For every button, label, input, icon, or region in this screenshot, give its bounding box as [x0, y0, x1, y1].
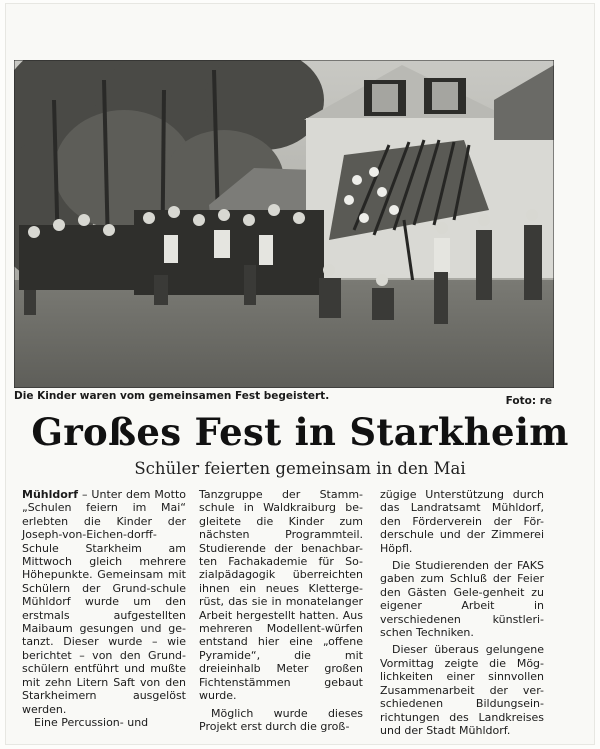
article-paragraph: Dieser überaus gelungene Vormittag zeigte die Mög-lichkeiten einer sinnvollen Zusammenarbeit der ver-schiedenen Bildungsein-richtungen des Landkreises und der Stadt Mühldorf. — [380, 643, 544, 737]
article-headline: Großes Fest in Starkheim — [31, 410, 569, 454]
article-paragraph: Die Studierenden der FAKS gaben zum Schluß der Feier den Gästen Gele-genheit zu eigener Arbeit in verschiedenen künstleri-schen Techniken. — [380, 559, 544, 640]
photo-credit: Foto: re — [505, 395, 552, 407]
article-text: – Unter dem Motto „Schulen feiern im Mai“ erlebten die Kinder der Joseph-von-Eichen-dorff-Schule Starkheim am Mittwoch gleich mehrere Höhepunkte. Gemeinsam mit Schülern der Grund-schule Mühldorf wurde um den erstmals aufgestellten Maibaum gesungen und ge-tanzt. Dieser wurde – wie berichtet – von den Grund-schülern entführt und mußte mit zehn Litern Saft von den Starkheimern ausgelöst werden. — [22, 488, 186, 716]
article-photo — [14, 60, 554, 388]
article-paragraph: Eine Percussion- und — [34, 715, 149, 729]
photo-caption-bar — [14, 389, 554, 405]
article-paragraph: Möglich wurde dieses Projekt erst durch die groß- — [199, 706, 363, 733]
article-subheadline: Schüler feierten gemeinsam in den Mai — [134, 459, 466, 478]
article-paragraph — [22, 488, 186, 716]
article-dateline: Mühldorf — [22, 488, 79, 501]
article-column-1 — [22, 488, 186, 729]
article-column-3 — [380, 488, 544, 737]
article-paragraph: zügige Unterstützung durch das Landratsamt Mühldorf, den Förderverein der För-derschule und der Zimmerei Höpfl. — [380, 488, 544, 555]
photo-caption: Die Kinder waren vom gemeinsamen Fest begeistert. — [14, 390, 330, 402]
article-paragraph: Tanzgruppe der Stamm-schule in Waldkraiburg be-gleitete die Kinder zum nächsten Programmteil. Studierende der benachbar-ten Fachakademie für So-zialpädagogik überreichten ihnen ein neues Kletterge-rüst, das sie in monatelanger Arbeit hergestellt hatten. Aus mehreren Modellent-würfen entstand hier eine „offene Pyramide“, die mit dreieinhalb Meter großen Fichtenstämmen gebaut wurde. — [199, 488, 363, 703]
photo-image — [14, 60, 554, 388]
article-column-2 — [199, 488, 363, 733]
